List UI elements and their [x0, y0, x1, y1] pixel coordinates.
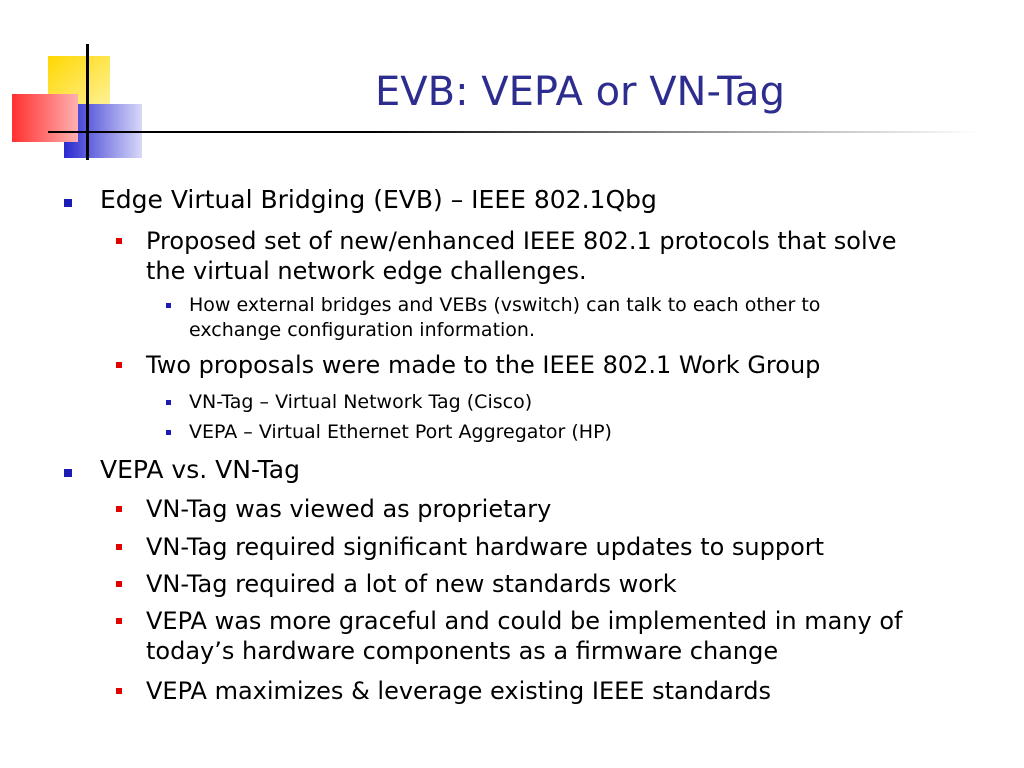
bullet-marker: [116, 238, 122, 244]
bullet-text: VN-Tag was viewed as proprietary: [146, 495, 552, 523]
bullet-text: the virtual network edge challenges.: [146, 257, 587, 285]
bullet-marker: [64, 199, 72, 207]
bullet-text: exchange configuration information.: [189, 319, 535, 341]
bullet-text: VN-Tag required significant hardware updates to support: [146, 533, 825, 561]
bullet-marker: [116, 362, 122, 368]
bullet-text: VEPA vs. VN-Tag: [100, 455, 300, 484]
bullet-marker: [116, 688, 122, 694]
bullet-marker: [116, 506, 122, 512]
bullet-marker: [116, 581, 122, 587]
bullet-text: Two proposals were made to the IEEE 802.1 Work Group: [146, 351, 821, 379]
slide-title: EVB: VEPA or VN-Tag: [375, 69, 785, 115]
bullet-text: VN-Tag – Virtual Network Tag (Cisco): [189, 391, 533, 413]
bullet-text: VEPA was more graceful and could be implemented in many of: [146, 607, 903, 635]
bullet-marker: [166, 430, 171, 435]
bullet-text: VEPA maximizes & leverage existing IEEE standards: [146, 677, 772, 705]
bullet-text: today’s hardware components as a firmware change: [146, 637, 779, 665]
bullet-text: VEPA – Virtual Ethernet Port Aggregator (HP): [189, 421, 612, 443]
bullet-text: VN-Tag required a lot of new standards work: [146, 570, 677, 598]
bullet-marker: [166, 400, 171, 405]
bullet-marker: [116, 544, 122, 550]
bullet-text: Proposed set of new/enhanced IEEE 802.1 protocols that solve: [146, 227, 897, 255]
bullet-marker: [64, 469, 72, 477]
bullet-marker: [116, 618, 122, 624]
bullet-text: Edge Virtual Bridging (EVB) – IEEE 802.1Qbg: [100, 185, 657, 214]
bullet-text: How external bridges and VEBs (vswitch) can talk to each other to: [189, 294, 821, 316]
bullet-marker: [166, 303, 171, 308]
